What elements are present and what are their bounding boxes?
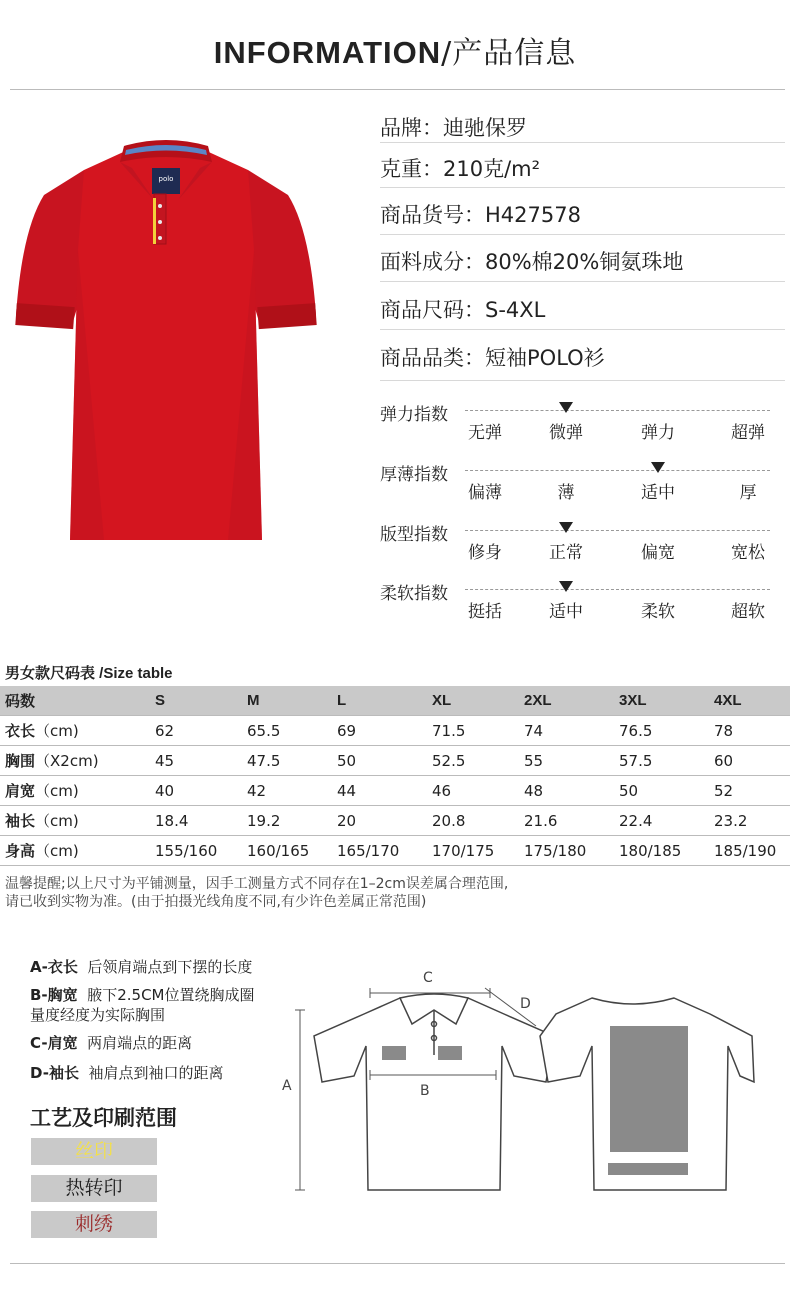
index-option: 薄: [557, 483, 575, 503]
table-cell: 46: [432, 776, 524, 806]
measurement-note: [5, 875, 508, 911]
definition-key: A-衣长: [30, 958, 78, 976]
definition-key: D-袖长: [30, 1064, 79, 1082]
table-cell: 160/165: [247, 836, 337, 866]
measurement-diagram: [280, 960, 760, 1205]
index-option: 超弹: [731, 423, 765, 443]
definition-key: C-肩宽: [30, 1034, 78, 1052]
index-option: 宽松: [731, 543, 765, 563]
table-cell: 19.2: [247, 806, 337, 836]
index-option: 正常: [549, 543, 583, 563]
craft-title: 工艺及印刷范围: [30, 1106, 177, 1130]
chest-print-left: [382, 1046, 406, 1060]
chest-print-right: [438, 1046, 462, 1060]
title-cn: /产品信息: [441, 36, 577, 71]
info-size: 商品尺码：S-4XL: [380, 298, 546, 322]
header-cell-size: 2XL: [524, 686, 619, 716]
definition-text: 两肩端点的距离: [87, 1034, 193, 1052]
table-cell: 52: [714, 776, 790, 806]
craft-label: 丝印: [74, 1140, 113, 1162]
index-option: 适中: [641, 483, 675, 503]
info-divider: [380, 234, 785, 235]
table-cell: 52.5: [432, 746, 524, 776]
header-cell-size: S: [155, 686, 247, 716]
table-row: [0, 806, 790, 836]
row-header: [0, 836, 155, 866]
row-name: 胸围: [5, 752, 36, 770]
craft-heat-transfer: [31, 1175, 157, 1202]
back-hem-print: [608, 1163, 688, 1175]
header-cell-size: 4XL: [714, 686, 790, 716]
table-header-row: [0, 686, 790, 716]
index-option: 超软: [731, 602, 765, 622]
row-header: [0, 776, 155, 806]
header-cell-size: 3XL: [619, 686, 714, 716]
row-name: 身高: [5, 842, 36, 860]
label-d: D: [520, 996, 531, 1012]
definition-b: [30, 985, 290, 1025]
table-row: [0, 716, 790, 746]
table-cell: 50: [619, 776, 714, 806]
table-cell: 180/185: [619, 836, 714, 866]
note-line-2: 请已收到实物为准。(由于拍摄光线角度不同,有少许色差属正常范围): [5, 894, 427, 910]
table-cell: 62: [155, 716, 247, 746]
table-cell: 18.4: [155, 806, 247, 836]
info-category: 商品品类：短袖POLO衫: [380, 346, 605, 370]
definition-text: 袖肩点到袖口的距离: [88, 1064, 224, 1082]
info-divider: [380, 142, 785, 143]
index-option: 修身: [468, 543, 502, 563]
table-cell: 48: [524, 776, 619, 806]
info-weight: 克重：210克/m²: [380, 157, 541, 181]
size-table: [0, 686, 790, 866]
row-name: 衣长: [5, 722, 36, 740]
label-b: B: [420, 1083, 430, 1099]
index-option: 无弹: [468, 423, 502, 443]
row-unit: （cm): [35, 812, 79, 830]
info-divider: [380, 329, 785, 330]
table-row: [0, 776, 790, 806]
definition-text: 后领肩端点到下摆的长度: [87, 958, 253, 976]
table-cell: 65.5: [247, 716, 337, 746]
svg-text:polo: polo: [158, 175, 174, 183]
header-cell-label: 码数: [0, 686, 155, 716]
row-header: [0, 716, 155, 746]
row-name: 肩宽: [5, 782, 36, 800]
table-cell: 60: [714, 746, 790, 776]
table-cell: 78: [714, 716, 790, 746]
table-cell: 42: [247, 776, 337, 806]
index-scale-line: [465, 410, 770, 411]
index-scale-line: [465, 470, 770, 471]
info-divider: [380, 187, 785, 188]
table-cell: 155/160: [155, 836, 247, 866]
definition-c: [30, 1033, 192, 1053]
title-divider: [10, 89, 785, 90]
page-title: [0, 28, 790, 72]
index-scale-line: [465, 589, 770, 590]
table-cell: 20: [337, 806, 432, 836]
table-row: [0, 836, 790, 866]
header-cell-size: M: [247, 686, 337, 716]
note-line-1: 温馨提醒;以上尺寸为平铺测量，因手工测量方式不同存在1–2cm误差属合理范围,: [5, 876, 509, 892]
craft-label: 刺绣: [74, 1213, 113, 1235]
table-cell: 74: [524, 716, 619, 746]
table-cell: 45: [155, 746, 247, 776]
table-cell: 170/175: [432, 836, 524, 866]
index-option: 厚: [739, 483, 757, 503]
table-cell: 21.6: [524, 806, 619, 836]
table-cell: 20.8: [432, 806, 524, 836]
index-marker-icon: [559, 522, 573, 533]
craft-embroidery: [31, 1211, 157, 1238]
craft-silkscreen: [31, 1138, 157, 1165]
row-unit: （cm): [35, 722, 79, 740]
row-unit: （cm): [35, 782, 79, 800]
index-option: 适中: [549, 602, 583, 622]
definition-text: 量度经度为实际胸围: [30, 1006, 166, 1024]
index-label: 柔软指数: [380, 584, 448, 604]
table-cell: 47.5: [247, 746, 337, 776]
table-cell: 22.4: [619, 806, 714, 836]
definition-a: [30, 957, 252, 977]
table-cell: 71.5: [432, 716, 524, 746]
index-option: 微弹: [549, 423, 583, 443]
table-cell: 40: [155, 776, 247, 806]
info-fabric: 面料成分：80%棉20%铜氨珠地: [380, 250, 684, 274]
size-table-title: 男女款尺码表 /Size table: [5, 665, 173, 682]
header-cell-size: XL: [432, 686, 524, 716]
row-name: 袖长: [5, 812, 36, 830]
label-a: A: [282, 1078, 292, 1094]
row-header: [0, 746, 155, 776]
index-option: 偏宽: [641, 543, 675, 563]
index-option: 柔软: [641, 602, 675, 622]
row-unit: （X2cm): [35, 752, 99, 770]
definition-text: 腋下2.5CM位置绕胸成圈: [87, 986, 255, 1004]
index-marker-icon: [559, 402, 573, 413]
index-label: 弹力指数: [380, 405, 448, 425]
table-cell: 69: [337, 716, 432, 746]
info-divider: [380, 281, 785, 282]
table-cell: 76.5: [619, 716, 714, 746]
row-unit: （cm): [35, 842, 79, 860]
table-cell: 44: [337, 776, 432, 806]
craft-label: 热转印: [65, 1177, 123, 1199]
table-row: [0, 746, 790, 776]
index-label: 版型指数: [380, 525, 448, 545]
table-cell: 165/170: [337, 836, 432, 866]
label-c: C: [423, 970, 433, 986]
index-label: 厚薄指数: [380, 465, 448, 485]
info-divider: [380, 380, 785, 381]
index-marker-icon: [651, 462, 665, 473]
bottom-divider: [10, 1263, 785, 1264]
definition-d: [30, 1063, 224, 1083]
info-brand: 品牌：迪驰保罗: [380, 116, 527, 140]
index-scale-line: [465, 530, 770, 531]
table-cell: 23.2: [714, 806, 790, 836]
table-cell: 185/190: [714, 836, 790, 866]
title-en: INFORMATION: [213, 35, 442, 70]
product-image: [14, 140, 318, 545]
index-option: 挺括: [468, 602, 502, 622]
table-cell: 175/180: [524, 836, 619, 866]
definition-key: B-胸宽: [30, 986, 78, 1004]
index-option: 弹力: [641, 423, 675, 443]
info-sku: 商品货号：H427578: [380, 203, 581, 227]
index-marker-icon: [559, 581, 573, 592]
table-cell: 50: [337, 746, 432, 776]
index-option: 偏薄: [468, 483, 502, 503]
table-cell: 57.5: [619, 746, 714, 776]
header-cell-size: L: [337, 686, 432, 716]
back-print-area: [610, 1026, 688, 1152]
row-header: [0, 806, 155, 836]
table-cell: 55: [524, 746, 619, 776]
